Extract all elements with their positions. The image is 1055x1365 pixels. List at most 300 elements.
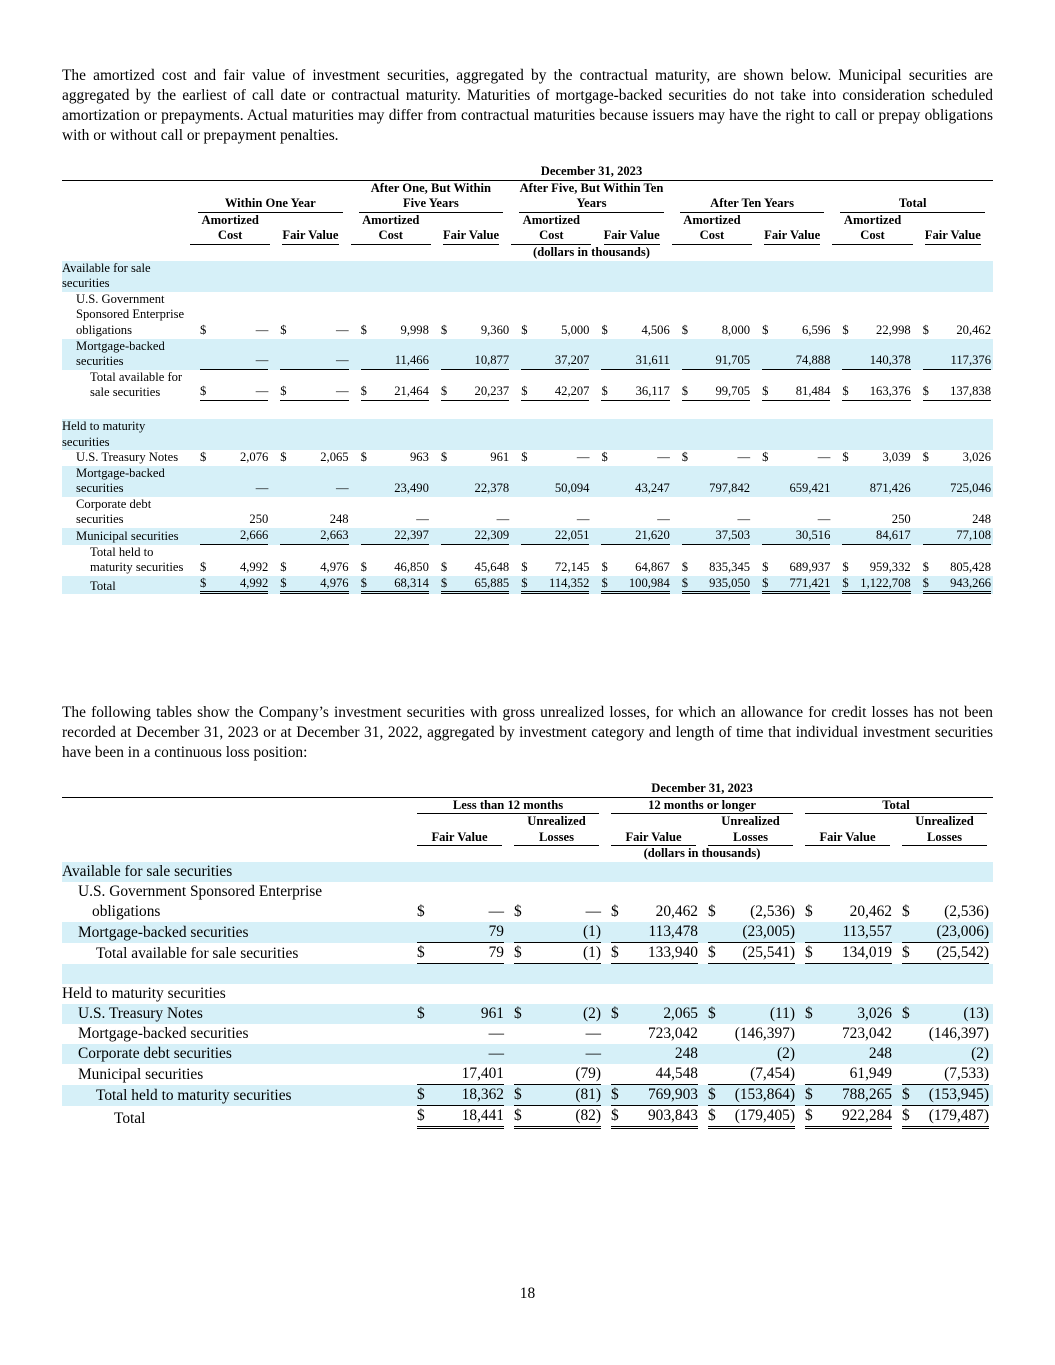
cell-value: 10,877	[474, 353, 510, 368]
value-cell	[702, 1106, 799, 1129]
value-cell	[591, 292, 671, 339]
cell-value: —	[496, 512, 510, 527]
value-cell	[702, 943, 799, 964]
value-cell	[190, 339, 270, 370]
currency-symbol: $	[922, 560, 929, 575]
cell-value: (153,945)	[928, 1085, 990, 1103]
value-cell	[411, 1064, 508, 1085]
value-cell	[832, 497, 912, 528]
value-cell	[896, 1106, 993, 1129]
value-cell	[702, 882, 799, 922]
value-cell	[508, 1024, 605, 1044]
cell-value: (23,006)	[936, 922, 990, 940]
currency-symbol: $	[200, 384, 207, 399]
cell-value: 113,478	[648, 922, 698, 940]
currency-symbol: $	[360, 575, 367, 590]
value-cell	[605, 922, 702, 943]
cell-value: 21,464	[394, 384, 429, 399]
currency-symbol: $	[601, 575, 608, 590]
cell-value: 18,362	[461, 1085, 504, 1103]
value-cell	[270, 497, 350, 528]
unrealized-loss-table	[62, 781, 993, 1129]
cell-value: —	[576, 512, 590, 527]
value-cell	[270, 292, 350, 339]
cell-value: 4,976	[320, 560, 349, 575]
value-cell	[832, 466, 912, 497]
currency-symbol: $	[200, 450, 207, 465]
currency-symbol: $	[708, 1004, 716, 1022]
currency-symbol: $	[922, 322, 929, 337]
value-cell	[508, 882, 605, 922]
value-cell	[799, 1106, 896, 1129]
value-cell	[913, 370, 993, 401]
cell-value: 788,265	[841, 1085, 892, 1103]
value-cell	[896, 943, 993, 964]
cell-value: —	[255, 481, 269, 496]
currency-symbol: $	[842, 384, 849, 399]
currency-symbol: $	[902, 902, 910, 920]
table-row	[62, 943, 993, 964]
value-cell	[605, 1085, 702, 1106]
cell-value: 114,352	[549, 575, 590, 590]
value-cell	[702, 1044, 799, 1064]
table-row	[62, 1024, 993, 1044]
table-row	[62, 1106, 993, 1129]
currency-symbol: $	[842, 560, 849, 575]
currency-symbol: $	[611, 902, 619, 920]
value-cell	[799, 882, 896, 922]
value-cell	[672, 292, 752, 339]
value-cell	[511, 370, 591, 401]
value-cell	[508, 922, 605, 943]
value-cell	[672, 528, 752, 545]
cell-value: 30,516	[795, 528, 831, 543]
column-subheader: Amortized Cost	[351, 213, 431, 245]
value-cell	[832, 450, 912, 466]
table-row	[62, 292, 993, 339]
currency-symbol: $	[681, 322, 689, 337]
cell-value: 21,620	[635, 528, 670, 543]
currency-symbol: $	[762, 384, 769, 399]
currency-symbol: $	[417, 902, 425, 920]
value-cell	[431, 292, 511, 339]
loss-paragraph: The following tables show the Company’s investment securities with gross unrealized losses, for which an allowance for credit losses has not been recorded at December 31, 2023 or at December 31, 2022, aggregated by investment category and length of time that individual investment securities have been in a continuous loss position:	[62, 704, 993, 761]
currency-symbol: $	[417, 1004, 425, 1022]
value-cell	[605, 1044, 702, 1064]
value-cell	[913, 545, 993, 576]
row-label: Corporate debt securities	[62, 1044, 411, 1064]
cell-value: 20,462	[849, 902, 892, 920]
value-cell	[411, 1044, 508, 1064]
cell-value: 871,426	[869, 481, 911, 496]
value-cell	[591, 450, 671, 466]
currency-symbol: $	[805, 1106, 813, 1124]
value-cell	[591, 370, 671, 401]
cell-value: 137,838	[950, 384, 991, 399]
value-cell	[411, 1085, 508, 1106]
cell-value: 1,122,708	[860, 575, 911, 590]
value-cell	[591, 576, 671, 595]
row-label: Available for sale securities	[62, 862, 411, 882]
value-cell	[672, 576, 752, 595]
maturity-date-header: December 31, 2023	[190, 164, 993, 180]
cell-value: (2)	[971, 1044, 990, 1062]
value-cell	[591, 545, 671, 576]
value-cell	[672, 339, 752, 370]
cell-value: 68,314	[394, 575, 429, 590]
cell-value: —	[255, 322, 269, 337]
row-label: Municipal securities	[78, 1065, 204, 1083]
value-cell	[411, 1106, 508, 1129]
cell-value: 18,441	[461, 1106, 504, 1124]
currency-symbol: $	[611, 1004, 619, 1022]
cell-value: 117,376	[950, 353, 991, 368]
currency-symbol: $	[521, 384, 528, 399]
currency-symbol: $	[417, 1085, 425, 1103]
cell-value: 943,266	[950, 575, 991, 590]
value-cell	[799, 1064, 896, 1085]
value-cell	[270, 545, 350, 576]
currency-symbol: $	[708, 943, 716, 961]
value-cell	[752, 466, 832, 497]
row-label: Total available for sale securities	[90, 369, 183, 400]
cell-value: 72,145	[554, 560, 590, 575]
value-cell	[896, 882, 993, 922]
cell-value: 9,360	[480, 322, 510, 337]
currency-symbol: $	[514, 1085, 522, 1103]
units-label: (dollars in thousands)	[643, 846, 761, 861]
value-cell	[752, 370, 832, 401]
value-cell	[605, 882, 702, 922]
cell-value: (153,864)	[734, 1085, 795, 1103]
cell-value: (25,542)	[936, 943, 990, 961]
value-cell	[411, 1024, 508, 1044]
value-cell	[702, 922, 799, 943]
cell-value: (7,533)	[944, 1064, 990, 1082]
cell-value: 100,984	[628, 575, 670, 590]
table-row	[62, 1064, 993, 1085]
cell-value: —	[336, 481, 349, 496]
value-cell	[752, 450, 832, 466]
page-number: 18	[519, 1285, 536, 1302]
cell-value: 961	[490, 450, 510, 465]
row-label: Total available for sale securities	[96, 944, 299, 962]
cell-value: 45,648	[474, 560, 510, 575]
value-cell	[190, 528, 270, 545]
cell-value: (146,397)	[928, 1024, 990, 1042]
cell-value: (25,541)	[742, 943, 795, 961]
cell-value: (146,397)	[734, 1024, 795, 1042]
currency-symbol: $	[440, 575, 448, 590]
value-cell	[913, 292, 993, 339]
row-label: U.S. Treasury Notes	[62, 1004, 411, 1024]
cell-value: —	[336, 353, 349, 368]
section-title: Held to maturity securities	[62, 418, 146, 449]
cell-value: 797,842	[709, 481, 751, 496]
cell-value: (179,405)	[734, 1106, 795, 1124]
currency-symbol: $	[514, 1004, 522, 1022]
cell-value: —	[255, 353, 269, 368]
cell-value: 689,937	[789, 560, 831, 575]
currency-symbol: $	[521, 450, 528, 465]
value-cell	[832, 370, 912, 401]
row-label: U.S. Government Sponsored Enterprise obligations	[76, 291, 185, 337]
table-row	[62, 450, 993, 466]
cell-value: 46,850	[394, 560, 429, 575]
value-cell	[672, 497, 752, 528]
value-cell	[508, 1064, 605, 1085]
row-label	[62, 964, 411, 984]
cell-value: —	[657, 450, 670, 465]
value-cell	[752, 339, 832, 370]
value-cell	[351, 339, 431, 370]
currency-symbol: $	[280, 384, 287, 399]
group-header: Less than 12 months	[417, 798, 599, 815]
value-cell	[672, 545, 752, 576]
value-cell	[672, 450, 752, 466]
cell-value: 805,428	[950, 560, 991, 575]
currency-symbol: $	[514, 1106, 522, 1124]
cell-value: 2,666	[239, 528, 269, 543]
currency-symbol: $	[611, 943, 619, 961]
currency-symbol: $	[280, 450, 287, 465]
group-header: Within One Year	[198, 196, 343, 213]
cell-value: 4,976	[320, 575, 349, 590]
table-row	[62, 466, 993, 497]
value-cell	[752, 545, 832, 576]
value-cell	[431, 497, 511, 528]
cell-value: 250	[249, 512, 269, 527]
value-cell	[431, 370, 511, 401]
cell-value: (81)	[575, 1085, 601, 1103]
cell-value: 23,490	[394, 481, 429, 496]
cell-value: 4,992	[239, 560, 269, 575]
currency-symbol: $	[521, 322, 528, 337]
value-cell	[896, 1024, 993, 1044]
cell-value: 77,108	[956, 528, 991, 543]
row-label: Mortgage-backed securities	[62, 466, 190, 497]
value-cell	[591, 339, 671, 370]
table-row	[62, 922, 993, 943]
value-cell	[896, 1044, 993, 1064]
cell-value: 79	[488, 922, 504, 940]
cell-value: 44,548	[655, 1064, 698, 1082]
value-cell	[591, 497, 671, 528]
units-label: (dollars in thousands)	[533, 244, 650, 259]
row-label: Held to maturity securities	[62, 984, 226, 1002]
column-subheader: Unrealized Losses	[902, 814, 987, 846]
value-cell	[591, 528, 671, 545]
cell-value: 248	[972, 512, 991, 527]
cell-value: 961	[480, 1004, 504, 1022]
value-cell	[511, 497, 591, 528]
cell-value: 37,207	[554, 353, 590, 368]
cell-value: 959,332	[869, 560, 911, 575]
table-row	[62, 1004, 993, 1024]
currency-symbol: $	[922, 384, 929, 399]
cell-value: 11,466	[394, 353, 429, 368]
value-cell	[511, 528, 591, 545]
table-row	[62, 545, 993, 576]
cell-value: 8,000	[721, 322, 751, 337]
cell-value: (13)	[963, 1004, 990, 1022]
cell-value: —	[576, 450, 590, 465]
cell-value: 99,705	[715, 384, 751, 399]
value-cell	[190, 292, 270, 339]
group-header: Total	[805, 798, 987, 815]
value-cell	[411, 922, 508, 943]
column-subheader: Fair Value	[764, 228, 820, 245]
cell-value: 113,557	[842, 922, 892, 940]
currency-symbol: $	[440, 560, 448, 575]
cell-value: 22,051	[554, 528, 590, 543]
cell-value: 65,885	[474, 575, 510, 590]
cell-value: 163,376	[869, 384, 911, 399]
currency-symbol: $	[708, 1085, 716, 1103]
value-cell	[799, 1044, 896, 1064]
intro-paragraph: The amortized cost and fair value of investment securities, aggregated by the contractual maturity, are shown below. Municipal securities are aggregated by the earliest of call date or contractual maturity. Maturities of mortgage-backed securities do not take into consideration scheduled amortization or prepayments. Actual maturities may differ from contractual maturities because issuers may have the right to call or prepay obligations with or without call or prepayment penalties.	[62, 67, 993, 144]
column-subheader: Amortized Cost	[511, 213, 591, 245]
cell-value: —	[817, 512, 831, 527]
currency-symbol: $	[842, 450, 849, 465]
cell-value: 9,998	[400, 322, 429, 337]
value-cell	[431, 450, 511, 466]
table-row	[62, 862, 993, 882]
currency-symbol: $	[360, 450, 367, 465]
column-subheader: Unrealized Losses	[708, 814, 793, 846]
cell-value: 36,117	[635, 384, 670, 399]
cell-value: 133,940	[647, 943, 698, 961]
table-row	[62, 497, 993, 528]
cell-value: —	[737, 450, 751, 465]
currency-symbol: $	[805, 1004, 813, 1022]
currency-symbol: $	[902, 1085, 910, 1103]
cell-value: 20,462	[956, 322, 991, 337]
row-label: Corporate debt securities	[76, 496, 152, 527]
row-label: Total	[114, 1109, 146, 1127]
loss-date-header: December 31, 2023	[411, 781, 993, 797]
table-row	[62, 882, 993, 922]
cell-value: (11)	[769, 1004, 795, 1022]
cell-value: (1)	[583, 943, 601, 961]
cell-value: 2,065	[663, 1004, 698, 1022]
value-cell	[351, 497, 431, 528]
cell-value: (179,487)	[928, 1106, 990, 1124]
value-cell	[190, 576, 270, 595]
currency-symbol: $	[842, 575, 849, 590]
cell-value: 659,421	[789, 481, 831, 496]
currency-symbol: $	[514, 943, 522, 961]
currency-symbol: $	[601, 450, 608, 465]
value-cell	[832, 576, 912, 595]
value-cell	[190, 545, 270, 576]
value-cell	[411, 943, 508, 964]
currency-symbol: $	[762, 560, 769, 575]
value-cell	[511, 339, 591, 370]
group-header: Total	[840, 196, 985, 213]
value-cell	[190, 497, 270, 528]
cell-value: —	[488, 902, 504, 920]
cell-value: 4,992	[239, 575, 269, 590]
currency-symbol: $	[805, 943, 813, 961]
cell-value: 250	[891, 512, 911, 527]
cell-value: 769,903	[647, 1085, 698, 1103]
value-cell	[270, 339, 350, 370]
value-cell	[351, 545, 431, 576]
cell-value: 134,019	[841, 943, 892, 961]
currency-symbol: $	[360, 560, 367, 575]
cell-value: 74,888	[795, 353, 831, 368]
currency-symbol: $	[922, 450, 929, 465]
value-cell	[351, 528, 431, 545]
column-subheader: Amortized Cost	[190, 213, 270, 245]
cell-value: 61,949	[849, 1064, 892, 1082]
cell-value: —	[817, 450, 831, 465]
table-row	[62, 370, 993, 401]
table-row	[62, 528, 993, 545]
cell-value: 6,596	[802, 322, 831, 337]
cell-value: 723,042	[841, 1024, 892, 1042]
value-cell	[411, 1004, 508, 1024]
value-cell	[832, 292, 912, 339]
cell-value: 22,397	[394, 528, 429, 543]
currency-symbol: $	[200, 575, 207, 590]
value-cell	[190, 466, 270, 497]
cell-value: 725,046	[950, 481, 991, 496]
value-cell	[351, 370, 431, 401]
cell-value: 903,843	[647, 1106, 698, 1124]
currency-symbol: $	[521, 560, 528, 575]
row-label: Total	[62, 576, 190, 595]
value-cell	[605, 943, 702, 964]
value-cell	[190, 450, 270, 466]
table-row	[62, 1085, 993, 1106]
cell-value: 3,026	[857, 1004, 892, 1022]
group-header: After Ten Years	[680, 196, 825, 213]
table-row	[62, 1044, 993, 1064]
currency-symbol: $	[708, 1106, 716, 1124]
group-header: 12 months or longer	[611, 798, 793, 815]
value-cell	[896, 1085, 993, 1106]
currency-symbol: $	[902, 1106, 910, 1124]
cell-value: (2)	[777, 1044, 795, 1062]
cell-value: —	[585, 1024, 601, 1042]
cell-value: —	[336, 384, 349, 399]
currency-symbol: $	[514, 902, 522, 920]
value-cell	[799, 1085, 896, 1106]
row-label: Total held to maturity securities	[62, 1085, 411, 1106]
row-label: Total held to maturity securities	[90, 544, 184, 575]
value-cell	[411, 882, 508, 922]
currency-symbol: $	[762, 450, 769, 465]
value-cell	[270, 466, 350, 497]
value-cell	[270, 450, 350, 466]
currency-symbol: $	[681, 575, 689, 590]
cell-value: 963	[410, 450, 429, 465]
table-row	[62, 964, 993, 984]
currency-symbol: $	[440, 450, 448, 465]
currency-symbol: $	[762, 322, 769, 337]
cell-value: (2)	[583, 1004, 601, 1022]
value-cell	[913, 339, 993, 370]
value-cell	[351, 466, 431, 497]
column-subheader: Fair Value	[282, 228, 338, 245]
column-subheader: Unrealized Losses	[514, 814, 599, 846]
cell-value: —	[488, 1024, 504, 1042]
value-cell	[605, 1106, 702, 1129]
currency-symbol: $	[280, 575, 287, 590]
value-cell	[752, 528, 832, 545]
